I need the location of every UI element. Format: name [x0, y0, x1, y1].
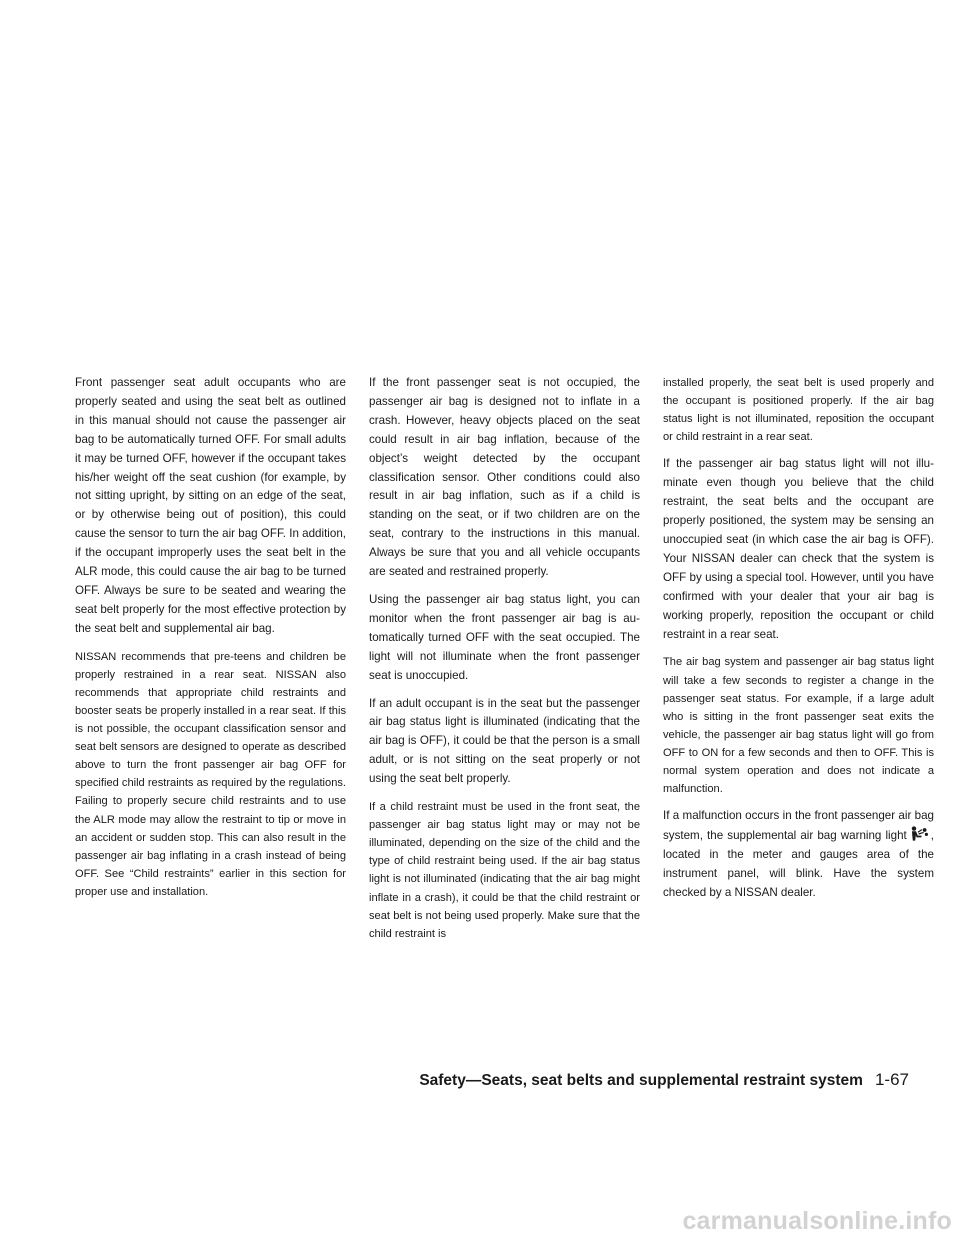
footer-section-title: Safety—Seats, seat belts and supplemental restraint system	[419, 1072, 863, 1089]
page-footer	[419, 1070, 909, 1090]
watermark: carmanualsonline.info	[682, 1207, 952, 1235]
airbag-warning-light-icon	[909, 826, 929, 841]
paragraph-seat-not-occupied: If the front passenger seat is not occupied, the passenger air bag is designed not to inflate in a crash. However, heavy objects placed on the seat could result in air bag inflation, because of the object’s weight detected by the occupant classification sensor. Other conditions could also result in air bag inflation, such as if a child is standing on the seat, or if two children are on the seat, contrary to the instructions in this manual. Always be sure that you and all vehicle occupants are seated and restrained properly.	[369, 376, 640, 579]
footer-page-number: 1-67	[874, 1070, 909, 1089]
malfunction-text-after: , located in the meter and gauges area of the instrument panel, will blink. Have the system checked by a NISSAN dealer.	[663, 829, 934, 899]
text-column-left	[75, 374, 346, 910]
paragraph-installed-properly: installed properly, the seat belt is used properly and the occupant is positioned properly. If the air bag status light is not illuminated, reposition the occupant or child restraint in a rear seat.	[663, 377, 934, 444]
text-column-middle	[369, 374, 640, 952]
paragraph-adult-occupants: Front passenger seat adult occupants who are properly seated and using the seat belt as outlined in this manual should not cause the passenger air bag to be automatically turned OFF. For small adults it may be turned OFF, however if the occupant takes his/her weight off the seat cushion (for example, by not sitting upright, by sitting on an edge of the seat, or by otherwise being out of position), this could cause the sensor to turn the air bag OFF. In addition, if the occupant improperly uses the seat belt in the ALR mode, this could cause the air bag to be turned OFF. Always be sure to be seated and wearing the seat belt properly for the most effective protection by the seat belt and supplemental air bag.	[75, 376, 346, 635]
paragraph-child-restraint-front: If a child restraint must be used in the front seat, the passenger air bag status light may or may not be illuminated, depending on the size of the child and the type of child restraint being used. If the air bag status light is not illuminated (indicating that the air bag might inflate in a crash), it could be that the child restraint or seat belt is not being used properly. Make sure that the child restraint is	[369, 801, 640, 940]
paragraph-status-light-monitor: Using the passenger air bag status light, you can monitor when the front passenger air bag is automatically turned OFF with the seat occupied. The light will not illuminate when the front passenger seat is unoccupied.	[369, 592, 640, 682]
paragraph-adult-occupant-light: If an adult occupant is in the seat but the passenger air bag status light is illuminated (indicating that the air bag is OFF), it could be that the person is a small adult, or is not sitting on the seat properly or not using the seat belt properly.	[369, 696, 640, 786]
paragraph-register-change: The air bag system and passenger air bag status light will take a few seconds to register a change in the passenger seat status. For example, if a large adult who is sitting in the front passenger seat exits the vehicle, the passenger air bag status light will go from OFF to ON for a few seconds and then to OFF. This is normal system operation and does not indicate a malfunction.	[663, 656, 934, 796]
paragraph-malfunction	[663, 807, 934, 903]
paragraph-light-not-illuminate: If the passenger air bag status light will not illuminate even though you believe that the child restraint, the seat belts and the occupant are properly positioned, the system may be sensing an unoccupied seat (in which case the air bag is OFF). Your NISSAN dealer can check that the system is OFF by using a special tool. However, until you have confirmed with your dealer that your air bag is working properly, reposition the occupant or child restraint in a rear seat.	[663, 457, 934, 641]
paragraph-nissan-recommends: NISSAN recommends that pre-teens and children be properly restrained in a rear seat. NISSAN also recommends that appropriate child restraints and booster seats be properly installed in a rear seat. If this is not possible, the occupant classification sensor and seat belt sensors are designed to operate as described above to turn the front passenger air bag OFF for specified child restraints as required by the regulations. Failing to properly secure child restraints and to use the ALR mode may allow the restraint to tip or move in an accident or sudden stop. This can also result in the passenger air bag inflating in a crash instead of being OFF. See “Child restraints” earlier in this section for proper use and installation.	[75, 650, 346, 898]
malfunction-text-before: If a malfunction occurs in the front passenger air bag system, the supplemental air bag warning light	[663, 809, 934, 843]
text-column-right	[663, 374, 934, 912]
